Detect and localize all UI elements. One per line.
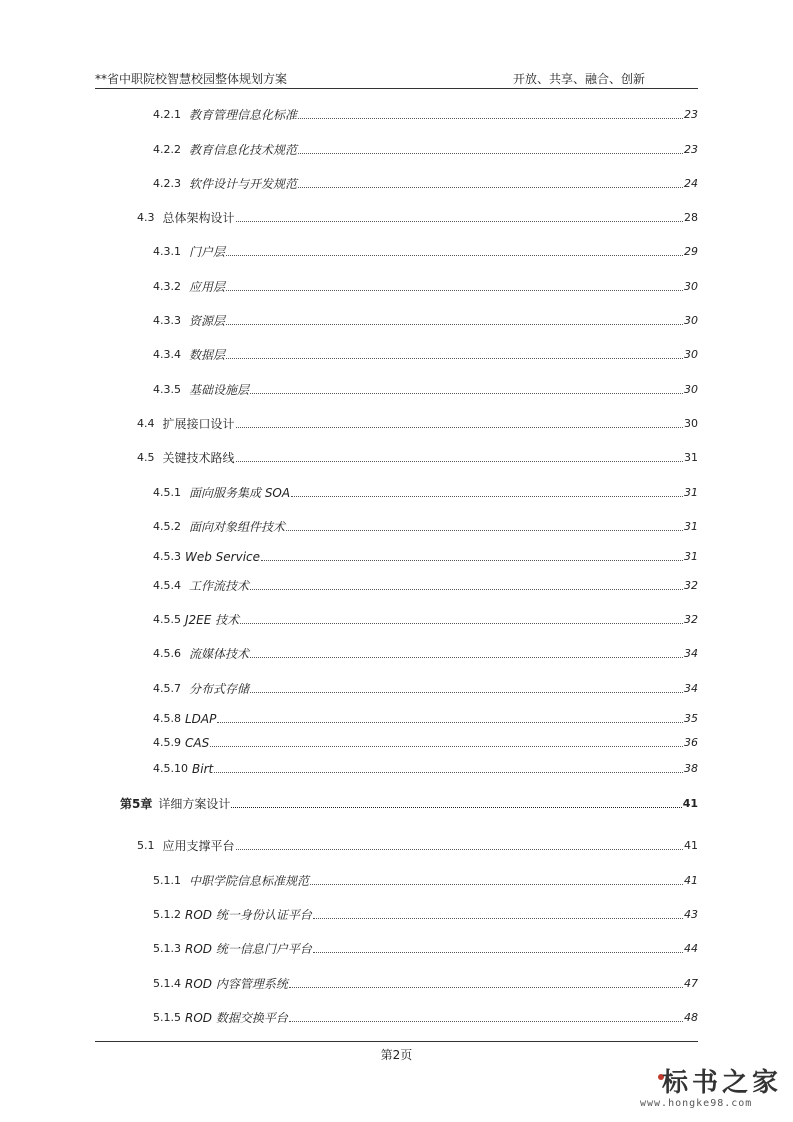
toc-dot-leader	[226, 324, 683, 325]
toc-entry-title: Web Service	[185, 550, 261, 564]
toc-entry-title: LDAP	[185, 712, 217, 726]
toc-entry[interactable]	[153, 872, 698, 888]
toc-entry-page: 32	[684, 579, 698, 592]
toc-dot-leader	[261, 560, 683, 561]
toc-dot-leader	[226, 255, 683, 256]
toc-dot-leader	[250, 692, 683, 693]
toc-dot-leader	[250, 393, 683, 394]
toc-entry[interactable]	[153, 518, 698, 534]
toc-entry-page: 28	[684, 211, 698, 224]
toc-entry[interactable]	[153, 278, 698, 294]
toc-entry[interactable]	[137, 415, 698, 431]
toc-entry-title: 教育管理信息化标准	[189, 108, 298, 122]
toc-dot-leader	[289, 1021, 683, 1022]
toc-dot-leader	[240, 623, 683, 624]
toc-entry-title: 分布式存储	[189, 682, 250, 696]
toc-entry[interactable]	[153, 710, 698, 726]
toc-entry[interactable]	[137, 837, 698, 853]
toc-entry-number: 5.1.2	[153, 908, 181, 921]
toc-entry-title: 应用层	[189, 280, 226, 294]
toc-dot-leader	[313, 952, 683, 953]
toc-entry-page: 31	[684, 451, 698, 464]
toc-entry[interactable]	[153, 645, 698, 661]
toc-entry-number: 4.3	[137, 211, 155, 224]
toc-dot-leader	[250, 589, 683, 590]
toc-entry[interactable]	[153, 548, 698, 564]
toc-entry-title: 软件设计与开发规范	[189, 177, 298, 191]
toc-entry-page: 48	[684, 1011, 698, 1024]
toc-entry-number: 5.1.1	[153, 874, 181, 887]
header-slogan: 开放、共享、融合、创新	[513, 72, 646, 86]
toc-entry-number: 5.1	[137, 839, 155, 852]
toc-entry-number: 4.5.10	[153, 762, 188, 775]
toc-entry[interactable]	[137, 449, 698, 465]
page-header	[95, 68, 698, 89]
toc-entry[interactable]	[153, 484, 698, 500]
toc-dot-leader	[289, 987, 683, 988]
toc-entry-number: 4.5.1	[153, 486, 181, 499]
toc-entry-page: 30	[684, 280, 698, 293]
toc-entry-number: 4.5.7	[153, 682, 181, 695]
toc-entry-page: 36	[684, 736, 698, 749]
toc-entry-number: 4.5.2	[153, 520, 181, 533]
toc-entry-number: 4.3.2	[153, 280, 181, 293]
toc-entry[interactable]	[153, 381, 698, 397]
toc-dot-leader	[298, 118, 683, 119]
toc-entry-number: 4.2.3	[153, 177, 181, 190]
toc-dot-leader	[286, 530, 683, 531]
toc-entry-title: 扩展接口设计	[162, 417, 235, 431]
toc-entry-title: ROD 内容管理系统	[185, 977, 288, 991]
toc-entry[interactable]	[153, 760, 698, 776]
toc-entry-title: ROD 数据交换平台	[185, 1011, 288, 1025]
toc-entry-number: 4.3.5	[153, 383, 181, 396]
toc-dot-leader	[210, 746, 683, 747]
toc-dot-leader	[310, 884, 683, 885]
toc-entry-page: 35	[684, 712, 698, 725]
toc-entry[interactable]	[153, 175, 698, 191]
toc-entry-page: 41	[682, 797, 698, 810]
toc-entry-page: 44	[684, 942, 698, 955]
toc-dot-leader	[231, 807, 681, 808]
toc-entry-page: 23	[684, 108, 698, 121]
toc-entry-title: 基础设施层	[189, 383, 250, 397]
toc-entry-page: 41	[684, 839, 698, 852]
toc-dot-leader	[226, 290, 683, 291]
toc-entry-number: 5.1.5	[153, 1011, 181, 1024]
toc-entry-page: 24	[684, 177, 698, 190]
header-document-title: **省中职院校智慧校园整体规划方案	[95, 72, 288, 86]
toc-entry-title: J2EE 技术	[185, 613, 240, 627]
toc-entry-number: 4.3.4	[153, 348, 181, 361]
toc-entry[interactable]	[153, 243, 698, 259]
toc-dot-leader	[236, 849, 683, 850]
toc-entry-number: 4.3.1	[153, 245, 181, 258]
toc-entry-number: 5.1.4	[153, 977, 181, 990]
toc-entry-title: 面向对象组件技术	[189, 520, 286, 534]
toc-entry-number: 4.2.2	[153, 143, 181, 156]
toc-entry-page: 23	[684, 143, 698, 156]
toc-entry-page: 41	[684, 874, 698, 887]
toc-entry-number: 4.5.6	[153, 647, 181, 660]
toc-entry-page: 43	[684, 908, 698, 921]
toc-entry-title: 关键技术路线	[162, 451, 235, 465]
toc-entry[interactable]	[153, 906, 698, 922]
toc-entry-title: 应用支撑平台	[162, 839, 235, 853]
toc-entry-title: 门户层	[189, 245, 226, 259]
toc-entry-page: 30	[684, 417, 698, 430]
toc-entry-number: 第5章	[120, 797, 153, 811]
toc-entry-title: 数据层	[189, 348, 226, 362]
toc-entry-number: 4.2.1	[153, 108, 181, 121]
toc-entry-page: 34	[684, 682, 698, 695]
toc-entry[interactable]	[120, 795, 698, 811]
toc-entry-title: 流媒体技术	[189, 647, 250, 661]
toc-entry-title: ROD 统一身份认证平台	[185, 908, 312, 922]
toc-entry[interactable]	[153, 312, 698, 328]
toc-entry-page: 31	[684, 486, 698, 499]
toc-dot-leader	[313, 918, 683, 919]
toc-dot-leader	[291, 496, 683, 497]
toc-entry-number: 4.5.3	[153, 550, 181, 563]
toc-entry[interactable]	[153, 346, 698, 362]
toc-entry[interactable]	[153, 106, 698, 122]
toc-dot-leader	[236, 461, 683, 462]
toc-entry[interactable]	[153, 1009, 698, 1025]
toc-entry-number: 4.5	[137, 451, 155, 464]
toc-entry-title: ROD 统一信息门户平台	[185, 942, 312, 956]
footer-divider	[95, 1041, 698, 1042]
toc-entry-page: 31	[684, 520, 698, 533]
toc-dot-leader	[250, 657, 683, 658]
toc-dot-leader	[236, 427, 683, 428]
toc-entry[interactable]	[153, 940, 698, 956]
toc-entry-title: 总体架构设计	[162, 211, 235, 225]
watermark	[640, 1062, 790, 1118]
toc-entry-number: 4.5.8	[153, 712, 181, 725]
toc-entry[interactable]	[153, 611, 698, 627]
page-number: 第2页	[380, 1048, 413, 1062]
toc-entry[interactable]	[153, 680, 698, 696]
toc-entry-page: 32	[684, 613, 698, 626]
toc-entry-number: 4.4	[137, 417, 155, 430]
toc-entry-title: 教育信息化技术规范	[189, 143, 298, 157]
toc-dot-leader	[298, 187, 683, 188]
toc-entry-page: 31	[684, 550, 698, 563]
toc-entry-page: 30	[684, 314, 698, 327]
toc-entry[interactable]	[153, 141, 698, 157]
toc-dot-leader	[236, 221, 683, 222]
toc-entry-title: 面向服务集成 SOA	[189, 486, 291, 500]
toc-dot-leader	[298, 153, 683, 154]
toc-entry-title: 资源层	[189, 314, 226, 328]
toc-entry-page: 47	[684, 977, 698, 990]
toc-entry-number: 5.1.3	[153, 942, 181, 955]
toc-entry-page: 34	[684, 647, 698, 660]
toc-entry-title: 详细方案设计	[158, 797, 231, 811]
toc-entry-page: 38	[684, 762, 698, 775]
toc-entry[interactable]	[137, 209, 698, 225]
toc-entry-page: 29	[684, 245, 698, 258]
toc-dot-leader	[214, 772, 683, 773]
toc-dot-leader	[226, 358, 683, 359]
toc-entry[interactable]	[153, 734, 698, 750]
toc-entry-page: 30	[684, 383, 698, 396]
toc-entry-number: 4.5.4	[153, 579, 181, 592]
toc-entry-number: 4.3.3	[153, 314, 181, 327]
toc-entry-number: 4.5.5	[153, 613, 181, 626]
toc-entry-page: 30	[684, 348, 698, 361]
toc-entry-title: CAS	[185, 736, 210, 750]
toc-entry-title: 中职学院信息标准规范	[189, 874, 310, 888]
toc-entry-title: 工作流技术	[189, 579, 250, 593]
toc-entry-title: Birt	[192, 762, 214, 776]
toc-dot-leader	[217, 722, 683, 723]
toc-entry-number: 4.5.9	[153, 736, 181, 749]
toc-entry[interactable]	[153, 577, 698, 593]
toc-entry[interactable]	[153, 975, 698, 991]
watermark-url: www.hongke98.com	[640, 1098, 753, 1109]
watermark-logo: 标书之家	[662, 1068, 783, 1098]
